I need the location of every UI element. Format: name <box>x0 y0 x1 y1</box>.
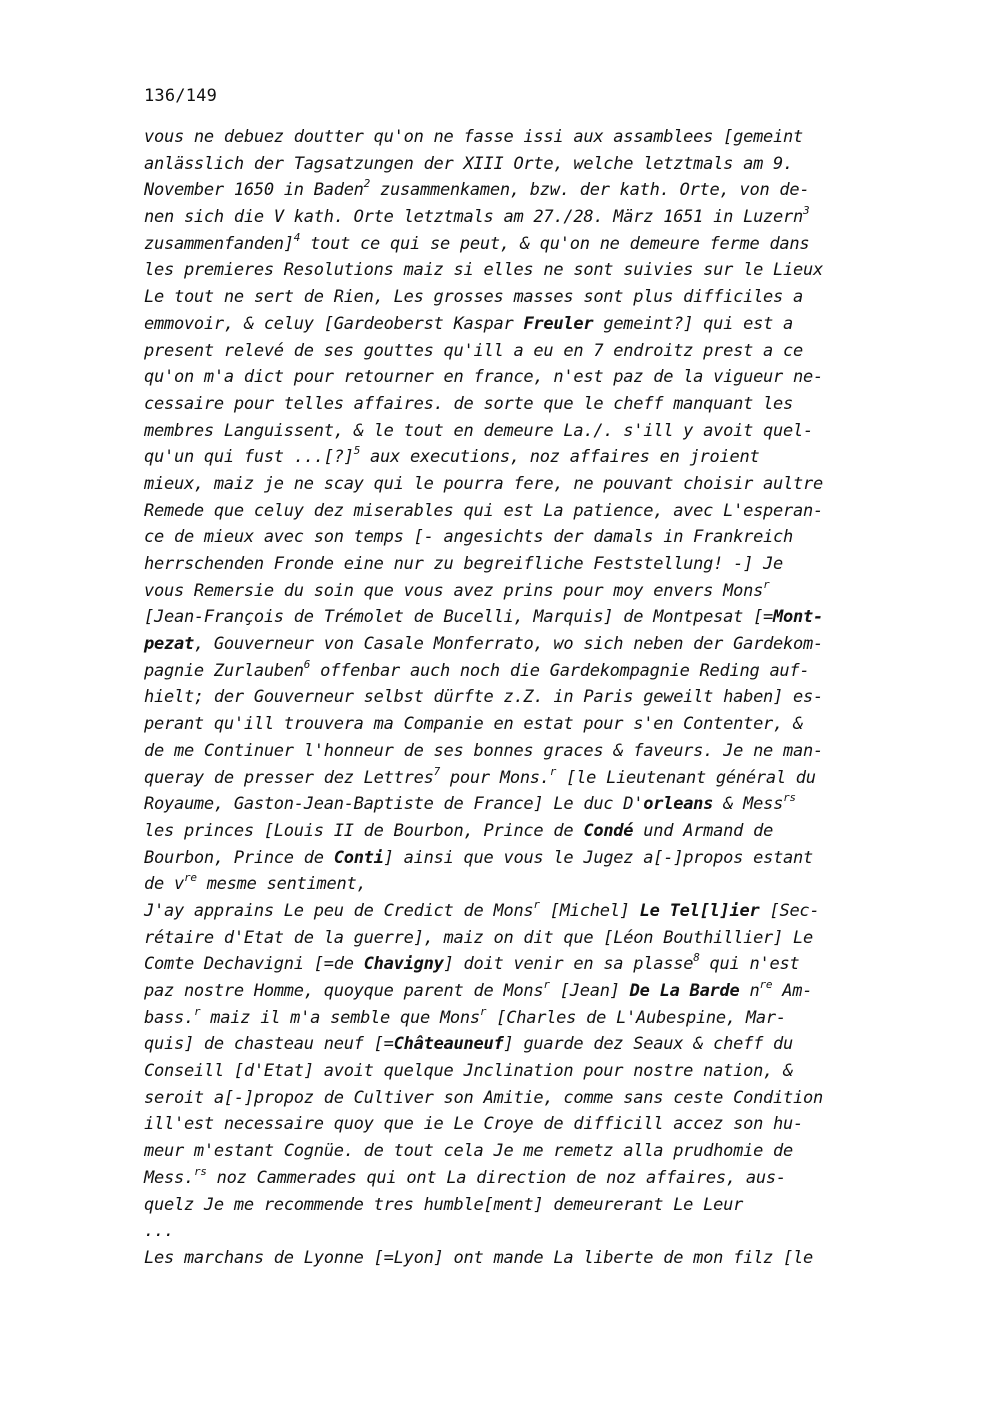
text-line <box>144 204 904 231</box>
text-segment: quis] de chasteau neuf [= <box>144 1034 394 1055</box>
letter-transcription-text <box>144 124 904 1272</box>
text-line <box>144 658 904 685</box>
text-segment: les premieres Resolutions maiz si elles ne sont suivies sur le Lieux <box>144 260 823 281</box>
text-segment: perant qu'ill trouvera ma Companie en estat pour s'en Contenter, & <box>144 714 804 735</box>
text-line <box>144 284 904 311</box>
text-segment: [Jean-François de Trémolet de Bucelli, Marquis] de Montpesat [= <box>144 607 774 628</box>
text-line <box>144 604 904 631</box>
text-segment: mesme sentiment, <box>196 874 367 895</box>
text-line <box>144 871 904 898</box>
text-segment: bass. <box>144 1007 194 1028</box>
text-segment: queray de presser dez Lettres <box>144 767 434 788</box>
text-line <box>144 444 904 471</box>
text-segment: Comte Dechavigni [=de <box>144 954 364 975</box>
text-line <box>144 711 904 738</box>
text-segment: Remede que celuy dez miserables qui est La patience, avec L'esperan- <box>144 500 823 521</box>
text-line <box>144 1192 904 1219</box>
text-line <box>144 978 904 1005</box>
text-segment: anlässlich der Tagsatzungen der XIII Orte, welche letztmals am 9. <box>144 153 794 174</box>
text-line <box>144 1165 904 1192</box>
text-segment: paz nostre Homme, quoyque parent de Mons <box>144 981 544 1001</box>
page-number: 136/149 <box>144 86 218 106</box>
text-line <box>144 791 904 818</box>
footnote-marker: re <box>759 978 773 991</box>
text-line <box>144 551 904 578</box>
text-line <box>144 738 904 765</box>
footnote-marker: re <box>183 871 197 885</box>
text-segment: qu'on m'a dict pour retourner en france, n'est paz de la vigueur ne- <box>144 367 823 388</box>
text-segment: ill'est necessaire quoy que ie Le Croye de difficill accez son hu- <box>144 1114 804 1135</box>
text-line <box>144 364 904 391</box>
bold-name: Mont- <box>773 607 823 628</box>
text-segment: pour Mons. <box>439 767 550 788</box>
text-line <box>144 1218 904 1245</box>
footnote-marker: 8 <box>693 951 700 965</box>
text-line <box>144 524 904 551</box>
bold-name: Freuler <box>523 313 594 334</box>
text-segment: seroit a[-]propoz de Cultiver son Amitie, comme sans ceste Condition <box>144 1087 823 1108</box>
text-segment: & Mess <box>713 794 784 815</box>
text-line <box>144 1245 904 1272</box>
text-line <box>144 471 904 498</box>
text-line <box>144 177 904 204</box>
text-segment: n <box>739 981 760 1001</box>
footnote-marker: rs <box>193 1164 207 1178</box>
text-segment: emmovoir, & celuy [Gardeoberst Kaspar <box>144 313 524 334</box>
footnote-marker: 6 <box>303 657 311 671</box>
text-line <box>144 231 904 258</box>
text-line <box>144 845 904 872</box>
text-segment: Les marchans de Lyonne [=Lyon] ont mande La liberte de mon filz [le <box>144 1247 813 1268</box>
text-segment: , Gouverneur von Casale Monferrato, wo sich neben der Gardekom- <box>193 634 823 655</box>
text-line <box>144 257 904 284</box>
text-segment: mieux, maiz je ne scay qui le pourra fere, ne pouvant choisir aultre <box>144 473 823 494</box>
text-segment: ce de mieux avec son temps [- angesichts der damals in Frankreich <box>144 527 794 548</box>
text-segment: pagnie Zurlauben <box>144 660 304 681</box>
text-segment: Mess. <box>144 1167 194 1188</box>
footnote-marker: 7 <box>433 764 440 778</box>
text-segment: offenbar auch noch die Gardekompagnie Reding auf- <box>310 660 810 681</box>
bold-name: Condé <box>583 820 634 841</box>
text-segment: [Jean] <box>549 981 630 1001</box>
text-segment: Bourbon, Prince de <box>144 847 334 868</box>
text-line <box>144 578 904 605</box>
text-line <box>144 925 904 952</box>
bold-name: Châteauneuf <box>393 1034 504 1055</box>
text-segment: Royaume, Gaston-Jean-Baptiste de France] Le duc D' <box>144 794 644 815</box>
text-segment: nen sich die V kath. Orte letztmals am 27./28. März 1651 in Luzern <box>144 207 804 228</box>
text-segment: zusammenkamen, bzw. der kath. Orte, von de- <box>370 180 810 201</box>
text-segment: hielt; der Gouverneur selbst dürfte z.Z. in Paris geweilt haben] es- <box>144 687 823 708</box>
text-segment: [Charles de L'Aubespine, Mar- <box>486 1007 786 1028</box>
text-line <box>144 951 904 978</box>
text-line <box>144 1005 904 1032</box>
text-line <box>144 311 904 338</box>
text-line <box>144 765 904 792</box>
bold-name: Chavigny <box>363 954 444 975</box>
text-segment: ] guarde dez Seaux & cheff du <box>503 1034 794 1055</box>
footnote-marker: r <box>549 764 557 778</box>
text-line <box>144 1058 904 1085</box>
text-line <box>144 391 904 418</box>
text-line <box>144 631 904 658</box>
text-segment: qu'un qui fust ...[?] <box>144 447 354 468</box>
text-segment: [le Lieutenant général du <box>556 767 816 788</box>
text-segment: Le tout ne sert de Rien, Les grosses masses sont plus difficiles a <box>144 287 804 308</box>
text-segment: meur m'estant Cognüe. de tout cela Je me remetz alla prudhomie de <box>144 1141 794 1162</box>
bold-name: orleans <box>643 794 714 815</box>
text-segment: und Armand de <box>633 820 774 841</box>
text-segment: maiz il m'a semble que Mons <box>200 1007 480 1028</box>
text-segment: de me Continuer l'honneur de ses bonnes graces & faveurs. Je ne man- <box>144 740 823 761</box>
text-segment: gemeint?] qui est a <box>593 313 794 334</box>
text-segment: ] ainsi que vous le Jugez a[-]propos estant <box>383 847 814 868</box>
footnote-marker: r <box>763 577 770 591</box>
text-segment: November 1650 in Baden <box>144 180 364 201</box>
footnote-marker: 4 <box>293 230 301 244</box>
text-segment: de v <box>144 874 184 895</box>
text-segment: zusammenfanden] <box>144 233 294 254</box>
text-line <box>144 1111 904 1138</box>
footnote-marker: 3 <box>803 204 810 218</box>
text-line <box>144 1138 904 1165</box>
bold-name: Conti <box>333 847 384 868</box>
footnote-marker: r <box>193 1004 201 1018</box>
text-segment: J'ay apprains Le peu de Credict de Mons <box>144 900 534 921</box>
footnote-marker: 5 <box>353 444 361 458</box>
bold-name: De La Barde <box>629 981 740 1001</box>
text-line <box>144 684 904 711</box>
footnote-marker: rs <box>783 791 796 805</box>
text-segment: qui n'est <box>699 954 800 975</box>
text-segment: herrschenden Fronde eine nur zu begreifliche Feststellung! -] Je <box>144 554 784 574</box>
text-segment: tout ce qui se peut, & qu'on ne demeure ferme dans <box>300 233 810 254</box>
text-line <box>144 124 904 151</box>
text-line <box>144 1085 904 1112</box>
text-line <box>144 151 904 178</box>
text-segment: [Michel] <box>539 900 640 921</box>
bold-name: pezat <box>144 634 194 655</box>
text-segment: noz Cammerades qui ont La direction de noz affaires, aus- <box>206 1167 786 1188</box>
text-segment: aux executions, noz affaires en jroient <box>360 447 760 468</box>
text-segment: [Sec- <box>759 900 820 921</box>
text-segment: vous ne debuez doutter qu'on ne fasse issi aux assamblees [gemeint <box>144 127 804 147</box>
text-line <box>144 498 904 525</box>
footnote-marker: r <box>479 1004 487 1018</box>
bold-name: Le Tel[l]ier <box>639 900 760 921</box>
text-segment: present relevé de ses gouttes qu'ill a eu en 7 endroitz prest a ce <box>144 340 804 361</box>
text-segment: les princes [Louis II de Bourbon, Prince de <box>144 820 584 841</box>
text-line <box>144 1031 904 1058</box>
text-segment: cessaire pour telles affaires. de sorte que le cheff manquant les <box>144 393 794 414</box>
text-line <box>144 818 904 845</box>
text-line <box>144 898 904 925</box>
text-segment: Conseill [d'Etat] avoit quelque Jnclination pour nostre nation, & <box>144 1061 794 1082</box>
text-segment: rétaire d'Etat de la guerre], maiz on dit que [Léon Bouthillier] Le <box>144 927 813 948</box>
footnote-marker: r <box>543 978 550 991</box>
text-segment: ... <box>144 1221 174 1242</box>
text-segment: quelz Je me recommende tres humble[ment] demeurerant Le Leur <box>144 1194 744 1215</box>
footnote-marker: r <box>533 897 540 911</box>
text-segment: vous Remersie du soin que vous avez prins pour moy envers Mons <box>144 580 764 601</box>
text-segment: ] doit venir en sa plasse <box>443 954 694 975</box>
text-segment: Am- <box>772 981 813 1001</box>
footnote-marker: 2 <box>363 177 371 191</box>
text-line <box>144 418 904 445</box>
text-line <box>144 338 904 365</box>
text-segment: membres Languissent, & le tout en demeure La./. s'ill y avoit quel- <box>144 420 813 441</box>
